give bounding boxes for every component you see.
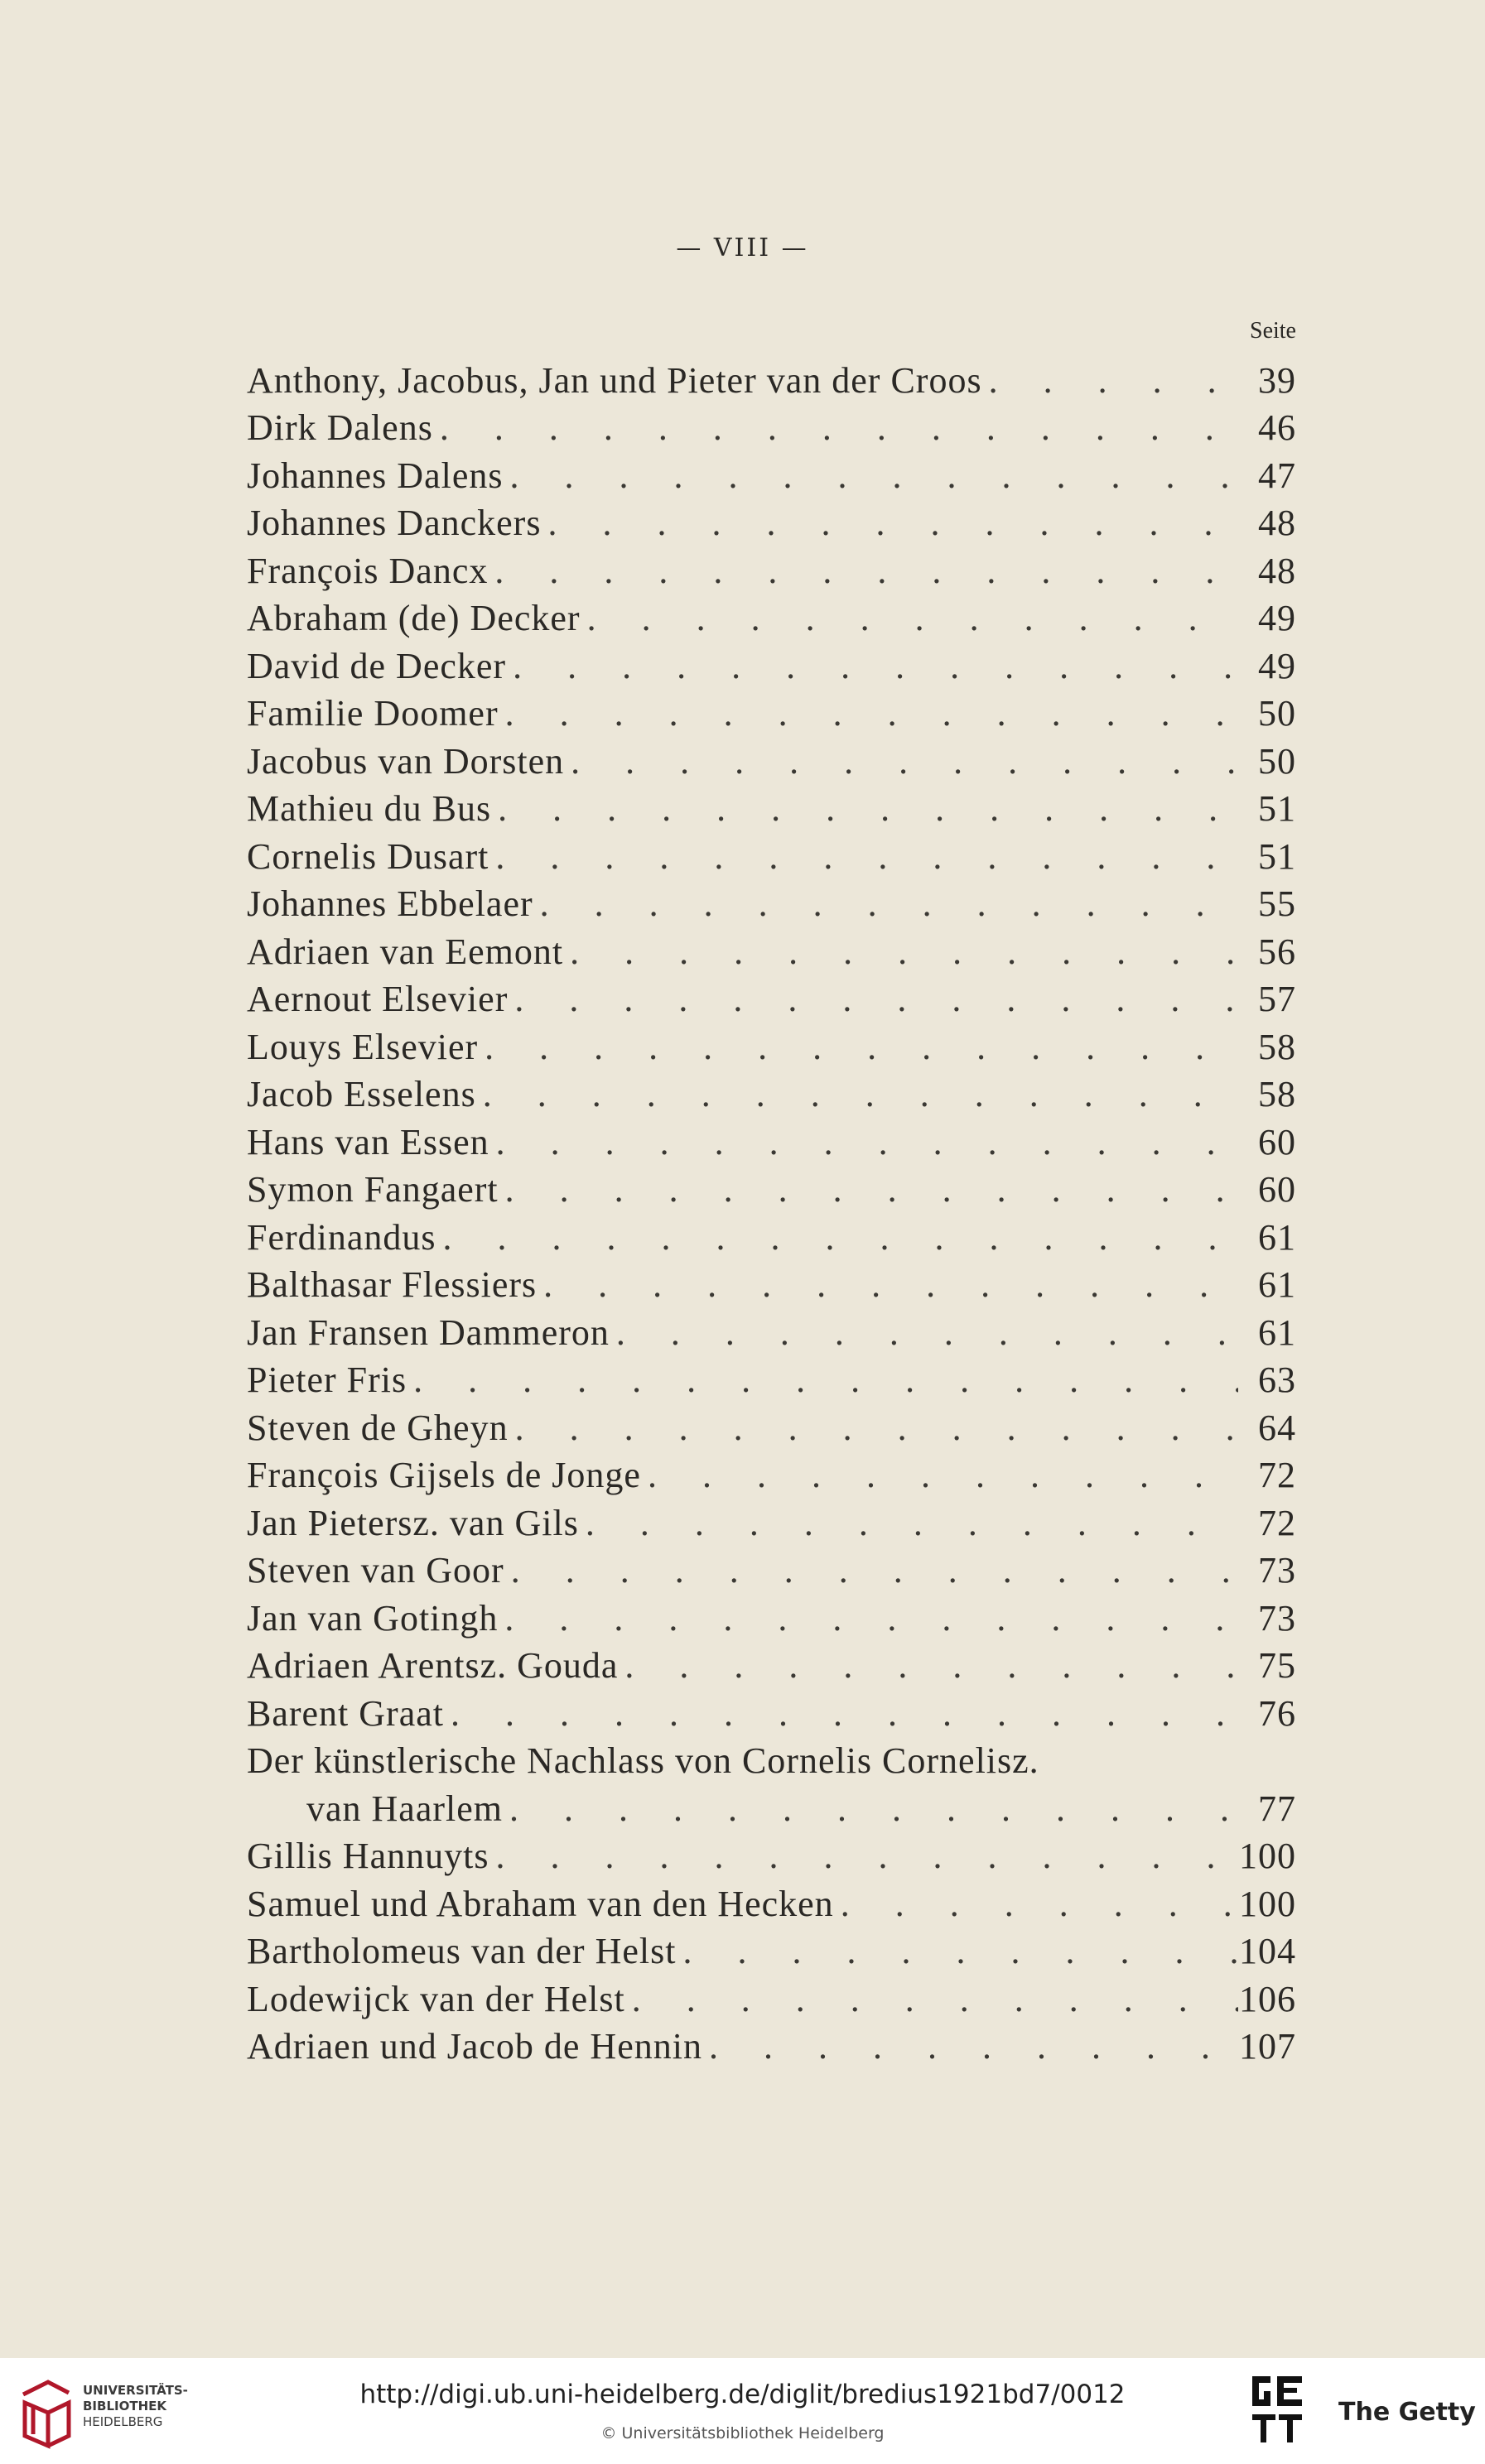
toc-entry <box>247 1449 1296 1497</box>
toc-entry-name: Adriaen van Eemont <box>247 931 564 972</box>
toc-entry-name: Bartholomeus van der Helst <box>247 1931 677 1971</box>
toc-entry <box>247 1830 1296 1878</box>
toc-dot-leader <box>506 645 1238 687</box>
toc-entry-page: 73 <box>1258 1597 1296 1639</box>
toc-dot-leader <box>433 407 1238 449</box>
toc-dot-leader <box>478 1026 1238 1068</box>
toc-dot-leader <box>676 1930 1238 1972</box>
toc-dot-leader <box>489 1121 1238 1163</box>
toc-entry-name: Lodewijck van der Helst <box>247 1978 625 2019</box>
toc-dot-leader <box>476 1073 1238 1115</box>
toc-dot-leader <box>541 502 1238 544</box>
toc-entry-name: Ferdinandus <box>247 1216 436 1258</box>
toc-entry <box>247 734 1296 782</box>
toc-entry-page: 57 <box>1258 979 1296 1019</box>
toc-entry-name: Jan van Gotingh <box>247 1597 499 1639</box>
toc-entry-page: 47 <box>1258 455 1296 496</box>
getty-logo-icon <box>1249 2373 1314 2447</box>
toc-entry-name: Louys Elsevier <box>247 1026 479 1067</box>
toc-entry-name: Barent Graat <box>247 1692 444 1734</box>
toc-entry-page: 75 <box>1258 1645 1296 1686</box>
permalink-url[interactable]: http://digi.ub.uni-heidelberg.de/diglit/bredius1921bd7/0012 <box>359 2380 1126 2409</box>
toc-entry <box>247 2020 1296 2068</box>
toc-entry-name: Balthasar Flessiers <box>247 1264 538 1305</box>
toc-entry-name: Jan Pietersz. van Gils <box>247 1502 579 1543</box>
toc-entry-page: 48 <box>1258 550 1296 591</box>
toc-dot-leader <box>499 692 1238 734</box>
toc-entry-name: Johannes Danckers <box>247 503 542 543</box>
toc-entry <box>247 1068 1296 1116</box>
toc-entry-page: 61 <box>1258 1216 1296 1258</box>
toc-entry-page: 60 <box>1258 1121 1296 1162</box>
toc-entry <box>247 402 1296 450</box>
toc-dot-leader <box>498 1597 1238 1639</box>
toc-entry <box>247 1544 1296 1592</box>
toc-entry-name: Cornelis Dusart <box>247 835 489 877</box>
toc-entry-name: Jacob Esselens <box>247 1074 476 1114</box>
toc-entry <box>247 354 1296 402</box>
toc-entry-page: 104 <box>1239 1931 1296 1971</box>
toc-dot-leader <box>579 1502 1238 1544</box>
toc-entry <box>247 1401 1296 1449</box>
toc-entry-page: 46 <box>1258 407 1296 448</box>
page-column-label: Seite <box>1250 318 1296 344</box>
library-line-3: HEIDELBERG <box>83 2414 163 2429</box>
toc-dot-leader <box>618 1644 1238 1687</box>
toc-entry <box>247 1735 1296 1783</box>
toc-dot-leader <box>702 2025 1238 2067</box>
toc-entry-page: 64 <box>1258 1407 1296 1448</box>
toc-entry-page: 51 <box>1258 835 1296 877</box>
library-line-2: BIBLIOTHEK <box>83 2399 166 2413</box>
toc-entry <box>247 1115 1296 1163</box>
toc-entry <box>247 1782 1296 1830</box>
copyright-notice: © Universitätsbibliothek Heidelberg <box>600 2424 885 2442</box>
toc-entry-name: Adriaen und Jacob de Hennin <box>247 2026 702 2067</box>
toc-entry <box>247 1210 1296 1258</box>
toc-entry-page: 49 <box>1258 598 1296 638</box>
toc-entry <box>247 1163 1296 1211</box>
toc-entry-name: François Gijsels de Jonge <box>247 1455 641 1495</box>
toc-dot-leader <box>563 931 1238 973</box>
toc-entry <box>247 878 1296 926</box>
toc-dot-leader <box>641 1454 1238 1496</box>
toc-entry <box>247 1687 1296 1735</box>
toc-dot-leader <box>504 1549 1238 1591</box>
toc-entry-page: 61 <box>1258 1264 1296 1305</box>
toc-dot-leader <box>564 740 1238 782</box>
toc-entry <box>247 1972 1296 2020</box>
toc-entry-page: 60 <box>1258 1169 1296 1210</box>
toc-dot-leader <box>509 1407 1238 1449</box>
toc-entry <box>247 830 1296 878</box>
toc-entry-name: Mathieu du Bus <box>247 788 492 829</box>
toc-dot-leader <box>444 1692 1238 1735</box>
toc-dot-leader <box>491 787 1238 830</box>
toc-entry <box>247 1925 1296 1973</box>
toc-dot-leader <box>533 883 1238 925</box>
toc-dot-leader <box>489 835 1238 878</box>
toc-entry-name: Hans van Essen <box>247 1121 489 1162</box>
toc-dot-leader <box>537 1263 1238 1306</box>
toc-entry-name: Abraham (de) Decker <box>247 598 581 638</box>
toc-entry-name: Gillis Hannuyts <box>247 1836 489 1876</box>
toc-entry-name: Dirk Dalens <box>247 407 433 448</box>
toc-entry-name: Adriaen Arentsz. Gouda <box>247 1645 619 1686</box>
toc-entry-page: 72 <box>1258 1502 1296 1543</box>
toc-entry-name: Samuel und Abraham van den Hecken <box>247 1883 834 1924</box>
toc-entry-page: 49 <box>1258 645 1296 686</box>
toc-dot-leader <box>625 1978 1238 2020</box>
toc-dot-leader <box>503 1788 1238 1830</box>
toc-entry-page: 48 <box>1258 503 1296 543</box>
toc-entry <box>247 973 1296 1021</box>
toc-dot-leader <box>581 597 1238 639</box>
toc-entry-page: 39 <box>1258 359 1296 401</box>
toc-entry-name: Johannes Dalens <box>247 455 504 496</box>
toc-entry <box>247 1306 1296 1354</box>
toc-entry-name: Pieter Fris <box>247 1360 407 1400</box>
toc-entry-page: 76 <box>1258 1692 1296 1734</box>
toc-entry-name: Aernout Elsevier <box>247 979 509 1019</box>
toc-entry-page: 107 <box>1239 2026 1296 2067</box>
toc-entry <box>247 449 1296 497</box>
toc-entry-name: François Dancx <box>247 550 489 591</box>
toc-entry-page: 72 <box>1258 1455 1296 1495</box>
toc-entry <box>247 1496 1296 1544</box>
toc-entry-name: Anthony, Jacobus, Jan und Pieter van der Croos <box>247 359 982 401</box>
toc-entry <box>247 782 1296 830</box>
toc-entry-page: 73 <box>1258 1550 1296 1591</box>
toc-entry-page: 61 <box>1258 1311 1296 1353</box>
toc-entry-name: Jacobus van Dorsten <box>247 740 565 782</box>
table-of-contents <box>247 354 1296 2067</box>
toc-dot-leader <box>982 359 1238 402</box>
toc-dot-leader <box>499 1168 1238 1210</box>
toc-entry-page: 55 <box>1258 883 1296 924</box>
toc-entry <box>247 1591 1296 1639</box>
toc-dot-leader <box>489 1835 1238 1877</box>
toc-entry-page: 77 <box>1258 1788 1296 1829</box>
toc-entry-name: David de Decker <box>247 645 507 686</box>
toc-entry-page: 100 <box>1239 1883 1296 1924</box>
toc-entry-name: van Haarlem <box>306 1788 503 1829</box>
toc-dot-leader <box>610 1311 1238 1354</box>
toc-entry-name: Jan Fransen Dammeron <box>247 1311 610 1353</box>
toc-entry-page: 106 <box>1239 1978 1296 2019</box>
toc-dot-leader <box>504 455 1239 497</box>
toc-dot-leader <box>834 1883 1238 1925</box>
toc-entry <box>247 1877 1296 1925</box>
toc-dot-leader <box>488 550 1238 592</box>
toc-entry-page: 50 <box>1258 740 1296 782</box>
toc-entry-page: 51 <box>1258 788 1296 829</box>
toc-entry-name: Der künstlerische Nachlass von Cornelis Cornelisz. <box>247 1740 1039 1781</box>
library-line-1: UNIVERSITÄTS- <box>83 2383 188 2398</box>
toc-entry <box>247 639 1296 687</box>
toc-entry-page: 63 <box>1258 1360 1296 1400</box>
toc-entry-name: Familie Doomer <box>247 693 499 734</box>
toc-entry-page: 58 <box>1258 1074 1296 1114</box>
toc-entry-page: 100 <box>1239 1836 1296 1876</box>
toc-entry <box>247 1354 1296 1402</box>
toc-entry-name: Symon Fangaert <box>247 1169 499 1210</box>
toc-entry <box>247 1258 1296 1307</box>
getty-partner-name: The Getty <box>1338 2398 1476 2427</box>
toc-dot-leader <box>508 978 1238 1020</box>
toc-entry-page: 50 <box>1258 693 1296 734</box>
toc-entry-name: Johannes Ebbelaer <box>247 883 533 924</box>
toc-entry-name: Steven de Gheyn <box>247 1407 509 1448</box>
toc-entry <box>247 592 1296 640</box>
toc-entry <box>247 544 1296 592</box>
toc-entry-page: 56 <box>1258 931 1296 972</box>
toc-entry-name: Steven van Goor <box>247 1550 504 1591</box>
toc-entry <box>247 1020 1296 1068</box>
page-number-header: — VIII — <box>676 233 809 262</box>
toc-entry <box>247 925 1296 973</box>
toc-entry <box>247 497 1296 545</box>
toc-entry-page: 58 <box>1258 1026 1296 1067</box>
toc-dot-leader <box>436 1216 1238 1258</box>
toc-dot-leader <box>407 1359 1238 1401</box>
toc-entry <box>247 687 1296 735</box>
toc-entry <box>247 1639 1296 1687</box>
